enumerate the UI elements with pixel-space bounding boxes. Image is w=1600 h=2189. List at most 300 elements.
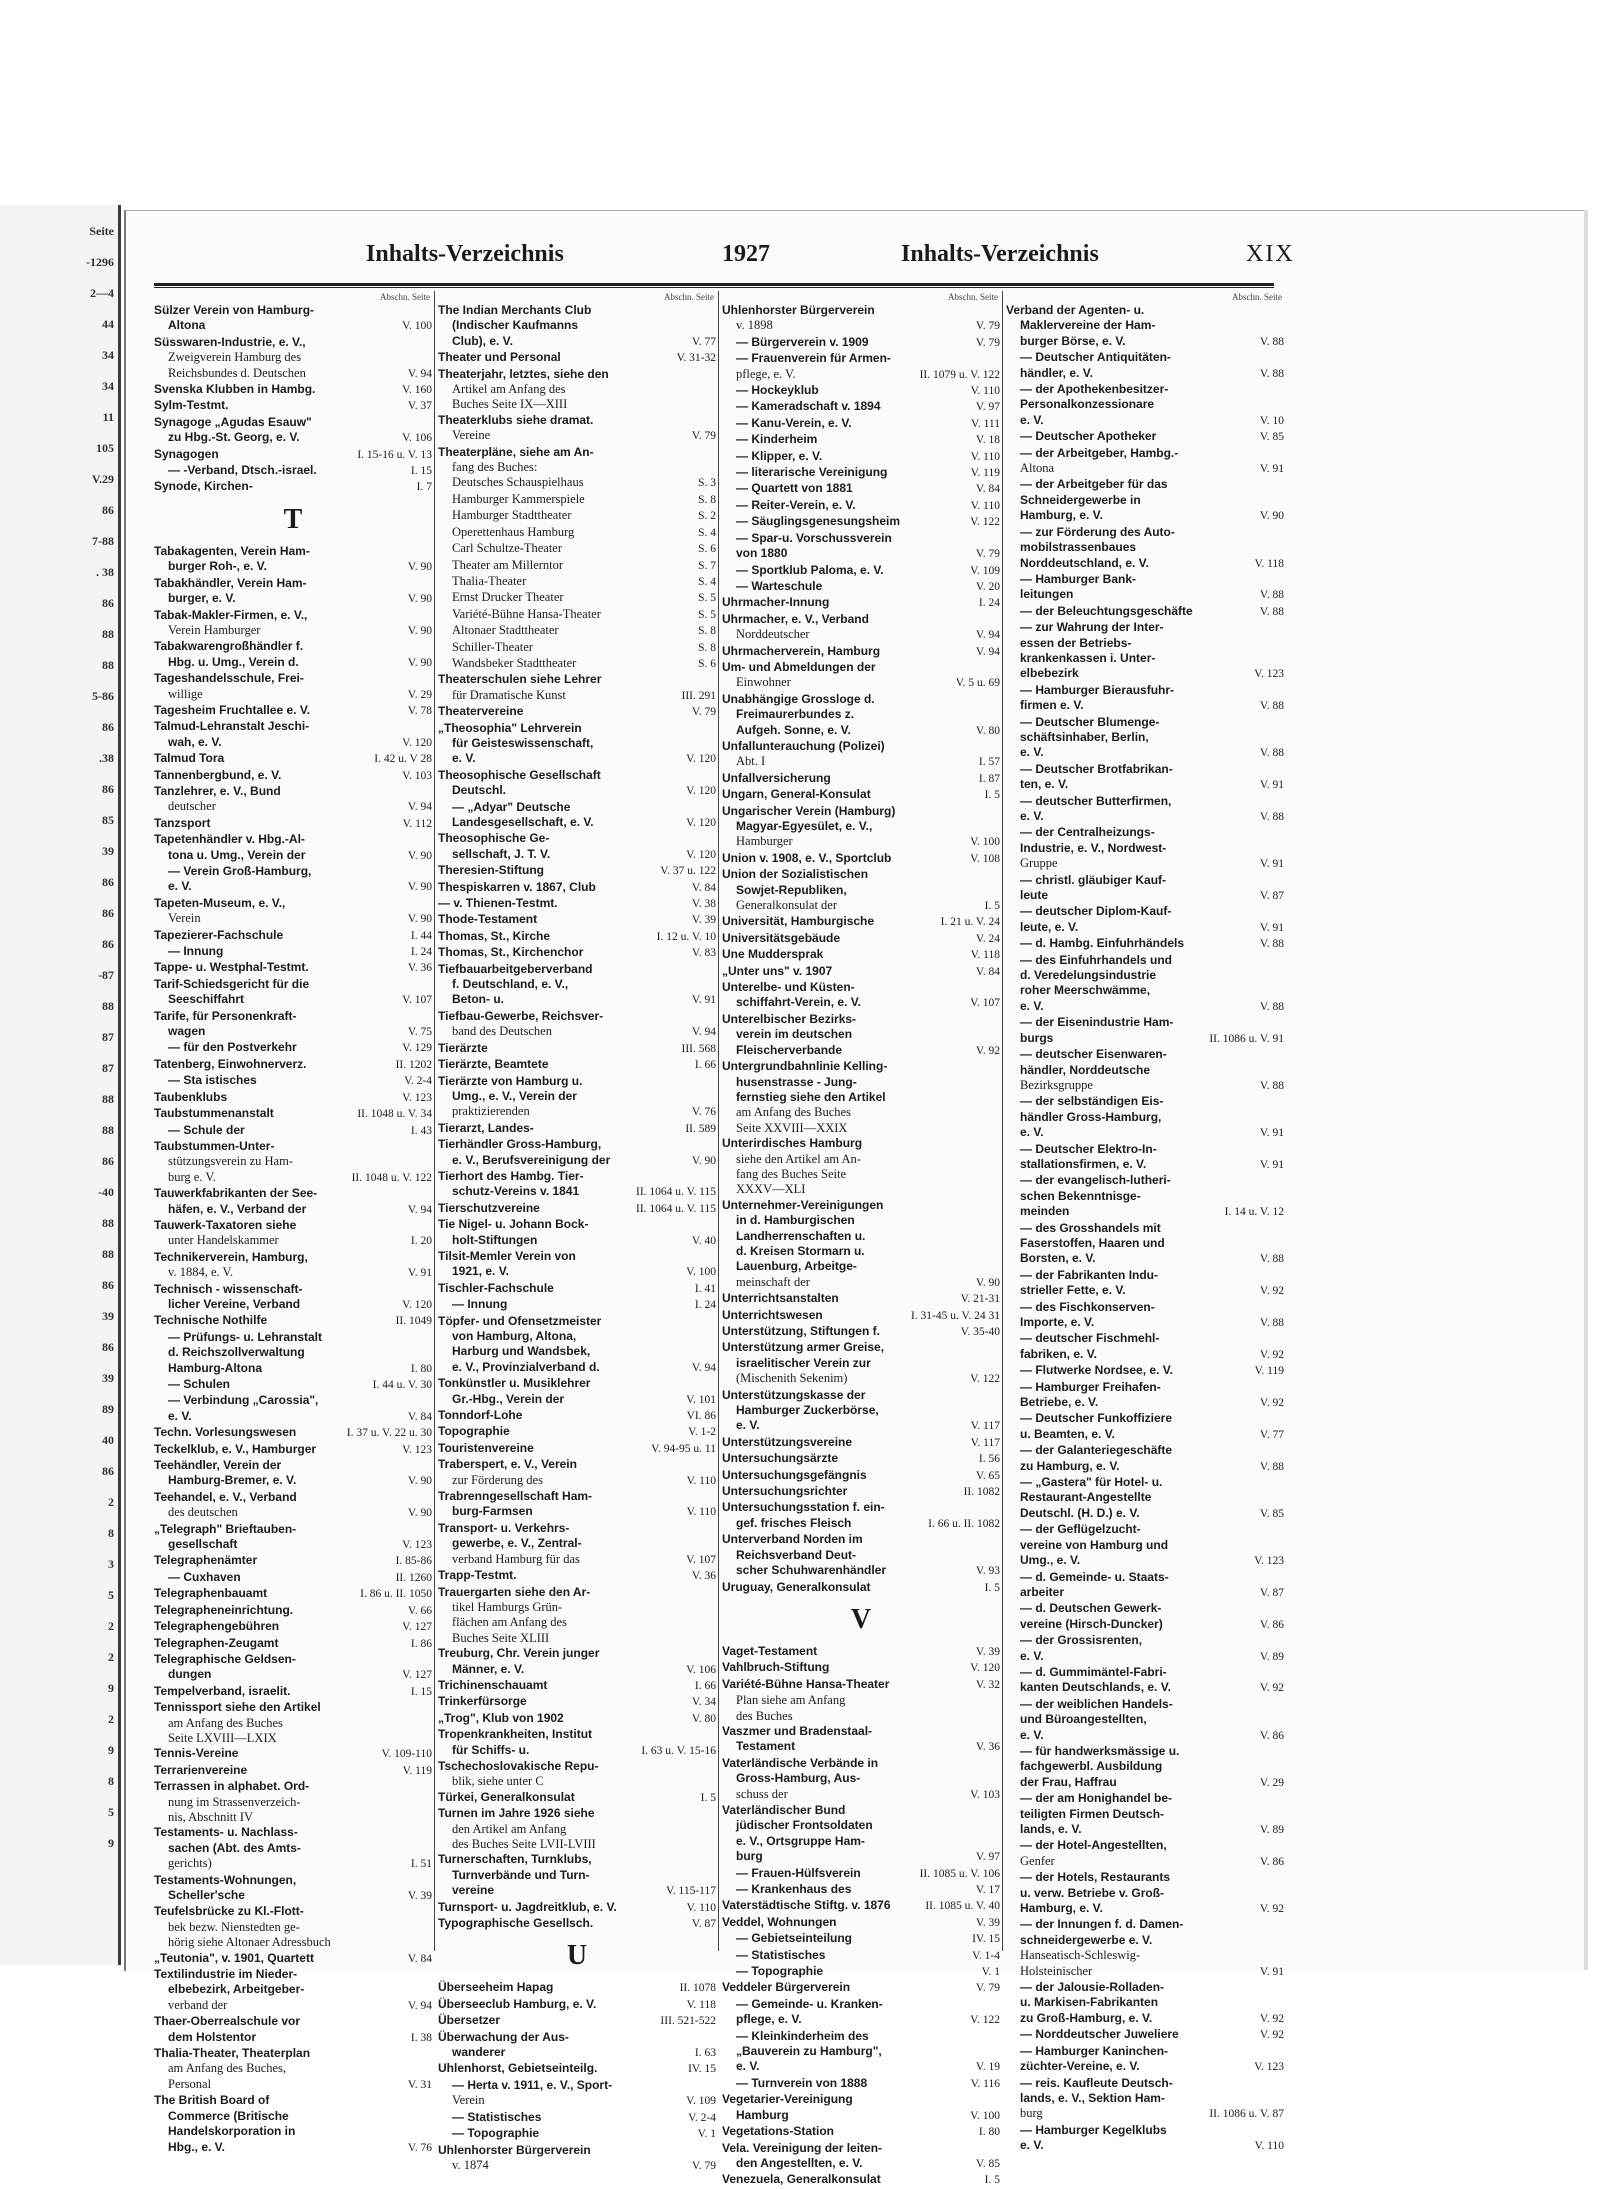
previous-page-number: 88 [102, 658, 114, 672]
index-entry [722, 546, 1000, 562]
entry-name: „Unter uns" v. 1907 [722, 963, 833, 978]
entry-reference: V. 120 [402, 736, 432, 749]
index-entry [1006, 1268, 1284, 1283]
entry-name: — Gebietseinteilung [736, 1931, 853, 1946]
index-entry [438, 815, 716, 831]
entry-name: Transport- u. Verkehrs- [438, 1520, 570, 1535]
entry-reference: V. 94 [975, 629, 1000, 642]
previous-page-number: 39 [102, 844, 114, 858]
entry-name: Sylm-Testmt. [154, 398, 229, 413]
entry-name: Unfallunterauchung (Polizei) [722, 738, 885, 753]
entry-name: Maklervereine der Ham- [1020, 318, 1156, 333]
entry-reference: II. 1078 [679, 1982, 716, 1995]
entry-name: — Hamburger Bierausfuhr- [1020, 682, 1175, 697]
index-entry [1006, 1980, 1284, 1995]
entry-name: f. Deutschland, e. V., [452, 977, 569, 992]
index-entry [722, 1882, 1000, 1898]
index-entry [438, 2061, 716, 2077]
entry-name: — des Fischkonserven- [1020, 1299, 1155, 1314]
index-entry [438, 1822, 716, 1837]
entry-reference: I. 80 [410, 1362, 432, 1375]
entry-name: Taubstummenanstalt [154, 1106, 274, 1121]
entry-name: Telegraphenämter [154, 1553, 258, 1568]
entry-reference: V. 107 [402, 994, 432, 1007]
entry-reference: V. 87 [691, 1918, 716, 1931]
entry-name: Universitätsgebäude [722, 930, 841, 945]
entry-name: Tonndorf-Lohe [438, 1408, 523, 1423]
entry-reference: V. 103 [402, 769, 432, 782]
index-entry [154, 1553, 432, 1569]
index-entry [438, 1169, 716, 1184]
entry-name: — Reiter-Verein, e. V. [736, 497, 856, 512]
entry-name: Wandsbeker Stadttheater [452, 655, 577, 670]
section-letter: U [566, 1940, 588, 1972]
index-entry [438, 2045, 716, 2061]
entry-name: flächen am Anfang des [452, 1615, 567, 1630]
index-entry [722, 1484, 1000, 1500]
entry-name: Tabak-Makler-Firmen, e. V., [154, 607, 308, 622]
index-entry [154, 576, 432, 591]
index-entry [722, 1275, 1000, 1291]
index-entry [1006, 318, 1284, 333]
index-entry [722, 1451, 1000, 1467]
index-entry [154, 1856, 432, 1872]
entry-reference: V. 123 [402, 1443, 432, 1456]
entry-name: d. Reichszollverwaltung [168, 1345, 305, 1360]
previous-page-number: 88 [102, 1216, 114, 1230]
index-entry [722, 914, 1000, 930]
entry-name: e. V. [168, 1408, 192, 1423]
entry-name: burgs [1020, 1030, 1054, 1045]
entry-name: zur Förderung des [452, 1472, 543, 1487]
entry-reference: V. 88 [1259, 700, 1284, 713]
entry-reference: V. 129 [402, 1042, 432, 1055]
entry-name: Magyar-Egyesület, e. V., [736, 819, 873, 833]
index-entry [154, 1265, 432, 1281]
entry-name: — d. Gummimäntel-Fabri- [1020, 1664, 1167, 1679]
entry-name: — deutscher Butterfirmen, [1020, 793, 1172, 808]
entry-name: Generalkonsulat der [736, 898, 838, 913]
index-entry [722, 2156, 1000, 2172]
entry-name: — Prüfungs- u. Lehranstalt [168, 1329, 323, 1344]
index-column-1 [154, 291, 432, 2154]
entry-name: siehe den Artikel am An- [736, 1151, 861, 1166]
entry-name: händler Gross-Hamburg, [1020, 1109, 1162, 1124]
entry-name: Personalkonzessionare [1020, 397, 1155, 412]
index-entry [154, 816, 432, 832]
index-entry [438, 607, 716, 623]
index-entry [1006, 983, 1284, 998]
entry-name: — der Geflügelzucht- [1020, 1522, 1141, 1537]
entry-name: des Buches [736, 1708, 793, 1723]
entry-reference: I. 5 [984, 1581, 1000, 1594]
index-entry [722, 1563, 1000, 1579]
index-entry [154, 1998, 432, 2014]
entry-reference: I. 44 [410, 929, 432, 942]
index-entry [1006, 1759, 1284, 1774]
index-entry [1006, 841, 1284, 856]
entry-name: und Büroangestellten, [1020, 1712, 1147, 1727]
index-entry [438, 751, 716, 767]
entry-reference: V. 39 [975, 1645, 1000, 1658]
index-entry [438, 896, 716, 912]
index-entry [722, 1308, 1000, 1324]
entry-name: Unterstützungsvereine [722, 1434, 853, 1449]
entry-name: — für handwerksmässige u. [1020, 1743, 1180, 1758]
entry-reference: V. 100 [402, 320, 432, 333]
index-entry [722, 931, 1000, 947]
entry-reference: V. 123 [1254, 2061, 1284, 2074]
entry-name: d. Veredelungsindustrie [1020, 968, 1157, 983]
index-entry [722, 432, 1000, 448]
previous-page-number: 86 [102, 875, 114, 889]
entry-reference: V. 85 [1259, 431, 1284, 444]
entry-name: Tonkünstler u. Musiklehrer [438, 1376, 591, 1391]
entry-name: schutz-Vereins v. 1841 [452, 1184, 580, 1199]
index-entry [722, 1371, 1000, 1387]
index-entry [722, 1136, 1000, 1151]
index-entry [1006, 1490, 1284, 1505]
index-entry [1006, 856, 1284, 872]
entry-name: Unterverband Norden im [722, 1532, 863, 1547]
entry-name: gef. frisches Fleisch [736, 1515, 852, 1530]
previous-page-number: 9 [108, 1681, 114, 1695]
entry-name: essen der Betriebs- [1020, 635, 1132, 650]
entry-name: — Flutwerke Nordsee, e. V. [1020, 1363, 1173, 1378]
entry-reference: V. 93 [975, 1565, 1000, 1578]
entry-name: Uhlenhorster Bürgerverein [722, 303, 875, 317]
entry-name: — Kinderheim [736, 432, 818, 447]
entry-name: Tempelverband, israelit. [154, 1683, 291, 1698]
entry-name: Unabhängige Grossloge d. [722, 691, 875, 706]
entry-reference: V. 19 [975, 2061, 1000, 2074]
index-entry [722, 834, 1000, 850]
index-entry [438, 721, 716, 736]
previous-page-number: 88 [102, 1247, 114, 1261]
index-entry [1006, 2091, 1284, 2106]
index-entry [438, 1297, 716, 1313]
column-separator [1002, 291, 1003, 1951]
index-entry [722, 1182, 1000, 1197]
entry-name: „Theosophia" Lehrverein [438, 720, 582, 735]
entry-reference: V. 110 [970, 385, 1000, 398]
index-entry [438, 1329, 716, 1344]
index-entry [154, 463, 432, 479]
index-entry [722, 449, 1000, 465]
entry-reference: V. 1-2 [688, 1426, 716, 1439]
index-entry [154, 1667, 432, 1683]
entry-name: Turnverbände und Turn- [452, 1867, 590, 1882]
index-entry [722, 980, 1000, 995]
entry-reference: V. 91 [1259, 921, 1284, 934]
index-entry [1006, 999, 1284, 1015]
index-entry [438, 783, 716, 799]
entry-name: Vahlbruch-Stiftung [722, 1660, 830, 1675]
entry-name: Um- und Abmeldungen der [722, 659, 876, 674]
entry-reference: V. 119 [970, 467, 1000, 480]
previous-page-number: 7-88 [92, 534, 114, 548]
entry-name: Operettenhaus Hamburg [452, 524, 575, 539]
index-entry [722, 1105, 1000, 1120]
index-entry [438, 1646, 716, 1661]
entry-name: Tabakhändler, Verein Ham- [154, 575, 307, 590]
entry-reference: V. 118 [1254, 557, 1284, 570]
index-entry [1006, 715, 1284, 730]
entry-name: Tierärzte von Hamburg u. [438, 1073, 583, 1088]
index-entry [1006, 1649, 1284, 1665]
index-entry [722, 1388, 1000, 1403]
index-entry [722, 1771, 1000, 1786]
entry-name: — der Beleuchtungsgeschäfte [1020, 603, 1193, 618]
previous-page-edge [0, 205, 121, 1965]
index-entry [438, 1074, 716, 1089]
entry-name: teiligten Firmen Deutsch- [1020, 1806, 1165, 1821]
entry-name: Altona [1020, 461, 1055, 476]
entry-name: — Hamburger Bank- [1020, 571, 1137, 586]
entry-reference: II. 1064 u. V. 115 [636, 1186, 716, 1199]
entry-name: (Mischenith Sekenim) [736, 1371, 848, 1386]
index-entry [154, 1779, 432, 1794]
entry-name: Tapetenhändler v. Hbg.-Al- [154, 832, 305, 847]
entry-name: wanderer [452, 2045, 506, 2060]
index-entry [722, 1356, 1000, 1371]
index-entry [722, 367, 1000, 383]
index-entry [154, 1106, 432, 1122]
index-entry [438, 688, 716, 704]
entry-name: Verband der Agenten- u. [1006, 303, 1145, 317]
index-entry [438, 413, 716, 428]
entry-reference: I. 31-45 u. V. 24 31 [910, 1309, 1000, 1322]
index-entry [438, 1837, 716, 1852]
entry-name: fachgewerbl. Ausbildung [1020, 1759, 1163, 1774]
entry-reference: V. 90 [407, 656, 432, 669]
index-entry [438, 1344, 716, 1359]
entry-reference: V. 86 [1259, 1855, 1284, 1868]
entry-name: Hamburger [736, 834, 793, 849]
entry-name: Technische Nothilfe [154, 1313, 268, 1328]
previous-page-number: 86 [102, 1464, 114, 1478]
header-year: 1927 [722, 241, 770, 267]
index-entry [438, 1883, 716, 1899]
index-entry [154, 1040, 432, 1056]
index-entry [722, 1291, 1000, 1307]
index-entry [722, 1964, 1000, 1980]
entry-name: „Trog", Klub von 1902 [438, 1710, 564, 1725]
previous-page-number: 9 [108, 1743, 114, 1757]
entry-reference: V. 120 [402, 1298, 432, 1311]
entry-name: dem Holstentor [168, 2029, 257, 2044]
entry-name: pflege, e. V. [736, 2012, 802, 2027]
index-entry [438, 1457, 716, 1472]
entry-name: — der Fabrikanten Indu- [1020, 1267, 1159, 1282]
index-entry [1006, 1094, 1284, 1109]
entry-reference: V. 80 [691, 1712, 716, 1725]
index-entry [722, 1229, 1000, 1244]
previous-page-number: V.29 [91, 472, 114, 486]
entry-name: u. Beamten, e. V. [1020, 1426, 1115, 1441]
entry-name: Tabakagenten, Verein Ham- [154, 543, 310, 558]
index-entry [154, 430, 432, 446]
index-entry [722, 1468, 1000, 1484]
index-entry [1006, 920, 1284, 936]
entry-reference: I. 66 [694, 1679, 716, 1692]
entry-reference: V. 91 [1259, 463, 1284, 476]
entry-name: stützungsverein zu Ham- [168, 1154, 293, 1169]
entry-reference: V. 94 [407, 1203, 432, 1216]
index-entry [1006, 636, 1284, 651]
entry-name: Tierschutzvereine [438, 1200, 540, 1215]
entry-name: Treuburg, Chr. Verein junger [438, 1646, 600, 1661]
previous-page-number: 2 [108, 1619, 114, 1633]
entry-name: fabriken, e. V. [1020, 1346, 1097, 1361]
entry-reference: V. 86 [1259, 1618, 1284, 1631]
entry-reference: V. 90 [975, 1276, 1000, 1289]
index-entry [1006, 825, 1284, 840]
entry-name: zu Hbg.-St. Georg, e. V. [168, 430, 300, 445]
index-entry [722, 416, 1000, 432]
previous-page-number: 86 [102, 596, 114, 610]
entry-name: Tatenberg, Einwohnerverz. [154, 1056, 307, 1071]
entry-name: Landesgesellschaft, e. V. [452, 815, 594, 829]
entry-reference: V. 17 [975, 1884, 1000, 1896]
entry-name: Carl Schultze-Theater [452, 541, 563, 556]
entry-reference: V. 100 [970, 2109, 1000, 2122]
entry-name: Union v. 1908, e. V., Sportclub [722, 850, 892, 865]
entry-name: Seeschiffahrt [168, 992, 245, 1007]
index-entry [154, 1073, 432, 1089]
entry-reference: III. 291 [681, 689, 716, 702]
entry-name: — „Adyar" Deutsche [452, 799, 571, 814]
entry-name: — deutscher Diplom-Kauf- [1020, 904, 1172, 919]
index-entry [438, 1774, 716, 1789]
index-entry [154, 350, 432, 365]
index-entry [1006, 1633, 1284, 1648]
entry-name: Vaterstädtische Stiftg. v. 1876 [722, 1898, 891, 1913]
entry-name: burg [736, 1849, 763, 1864]
entry-reference: III. 568 [681, 1042, 716, 1055]
entry-name: Svenska Klubben in Hambg. [154, 382, 316, 397]
entry-name: bek bezw. Nienstedten ge- [168, 1919, 300, 1934]
index-entry [154, 1795, 432, 1810]
entry-name: Tiefbau-Gewerbe, Reichsver- [438, 1008, 604, 1023]
entry-name: — -Verband, Dtsch.-israel. [168, 463, 317, 478]
index-entry [1006, 698, 1284, 714]
entry-name: — Norddeutscher Juweliere [1020, 2027, 1179, 2042]
entry-reference: V. 24 [975, 932, 1000, 945]
index-column-2 [438, 291, 716, 2172]
index-entry [722, 1259, 1000, 1274]
index-entry [438, 929, 716, 945]
entry-reference: V. 79 [691, 706, 716, 719]
index-entry [1006, 1838, 1284, 1853]
entry-name: Hbg., e. V. [168, 2139, 225, 2154]
entry-name: — v. Thienen-Testmt. [438, 896, 558, 911]
entry-name: Türkei, Generalkonsulat [438, 1789, 575, 1804]
entry-name: — d. Gemeinde- u. Staats- [1020, 1569, 1169, 1584]
index-entry [722, 1121, 1000, 1136]
entry-reference: V. 90 [407, 624, 432, 637]
index-entry [1006, 461, 1284, 477]
index-entry [154, 735, 432, 751]
index-entry [438, 1727, 716, 1742]
entry-reference: I. 15 [410, 1685, 432, 1698]
entry-name: e. V. [1020, 998, 1044, 1013]
entry-reference: V. 20 [975, 580, 1000, 593]
entry-reference: V. 122 [970, 2014, 1000, 2027]
index-entry [1006, 2076, 1284, 2091]
index-entry [722, 2108, 1000, 2124]
entry-name: Harburg und Wandsbek, [452, 1344, 591, 1359]
entry-reference: V. 92 [1259, 1285, 1284, 1298]
entry-name: Variété-Bühne Hansa-Theater [452, 606, 601, 621]
entry-name: — der Hotel-Angestellten, [1020, 1838, 1167, 1853]
index-entry [1006, 794, 1284, 809]
index-entry [722, 1075, 1000, 1090]
index-entry [438, 1600, 716, 1615]
entry-reference: V. 90 [407, 561, 432, 574]
entry-reference: V. 111 [971, 417, 1000, 430]
entry-name: The British Board of [154, 2093, 270, 2108]
entry-name: Landherrenschaften u. [736, 1228, 866, 1243]
entry-reference: V. 91 [691, 994, 716, 1007]
index-entry [722, 498, 1000, 514]
entry-reference: V. 1-4 [972, 1949, 1000, 1962]
index-entry [438, 704, 716, 720]
entry-reference: V. 39 [975, 1916, 1000, 1929]
index-entry [1006, 1063, 1284, 1078]
index-entry [722, 851, 1000, 867]
index-entry [438, 445, 716, 460]
entry-name: u. verw. Betriebe v. Groß- [1020, 1885, 1165, 1900]
entry-reference: I. 38 [410, 2031, 432, 2044]
entry-name: Unterstützung armer Greise, [722, 1340, 885, 1355]
entry-name: Scheller'sche [168, 1888, 245, 1902]
entry-name: — deutscher Eisenwaren- [1020, 1047, 1167, 1062]
entry-name: — Hamburger Kaninchen- [1020, 2043, 1169, 2058]
entry-name: Vela. Vereinigung der leiten- [722, 2140, 883, 2155]
index-entry [438, 1153, 716, 1169]
entry-name: — Deutscher Elektro-In- [1020, 1141, 1157, 1156]
index-entry [722, 595, 1000, 611]
index-entry [722, 2029, 1000, 2044]
entry-reference: V. 90 [407, 913, 432, 926]
index-entry [438, 2093, 716, 2109]
entry-name: leute [1020, 888, 1049, 903]
index-entry [722, 1834, 1000, 1849]
entry-name: — der Centralheizungs- [1020, 825, 1155, 840]
entry-name: — Warteschule [736, 578, 823, 593]
section-letter: T [283, 503, 303, 535]
index-entry [722, 1500, 1000, 1515]
column-separator [434, 291, 435, 1951]
entry-reference: II. 1085 u. V. 40 [925, 1900, 1000, 1913]
entry-name: husenstrasse - Jung- [736, 1074, 857, 1089]
index-entry [154, 1250, 432, 1265]
index-entry [438, 1089, 716, 1104]
index-entry [438, 1489, 716, 1504]
entry-name: — Turnverein von 1888 [736, 2075, 868, 2090]
entry-name: Tanzlehrer, e. V., Bund [154, 783, 281, 798]
index-entry [154, 703, 432, 719]
entry-reference: I. 63 [694, 2047, 716, 2060]
entry-reference: I. 7 [416, 481, 432, 494]
entry-name: — Hamburger Freihafen- [1020, 1379, 1161, 1394]
index-entry [154, 623, 432, 639]
index-entry [154, 1345, 432, 1360]
index-entry [154, 1170, 432, 1186]
entry-name: Schiller-Theater [452, 639, 533, 654]
previous-page-number: 2—4 [90, 286, 114, 300]
